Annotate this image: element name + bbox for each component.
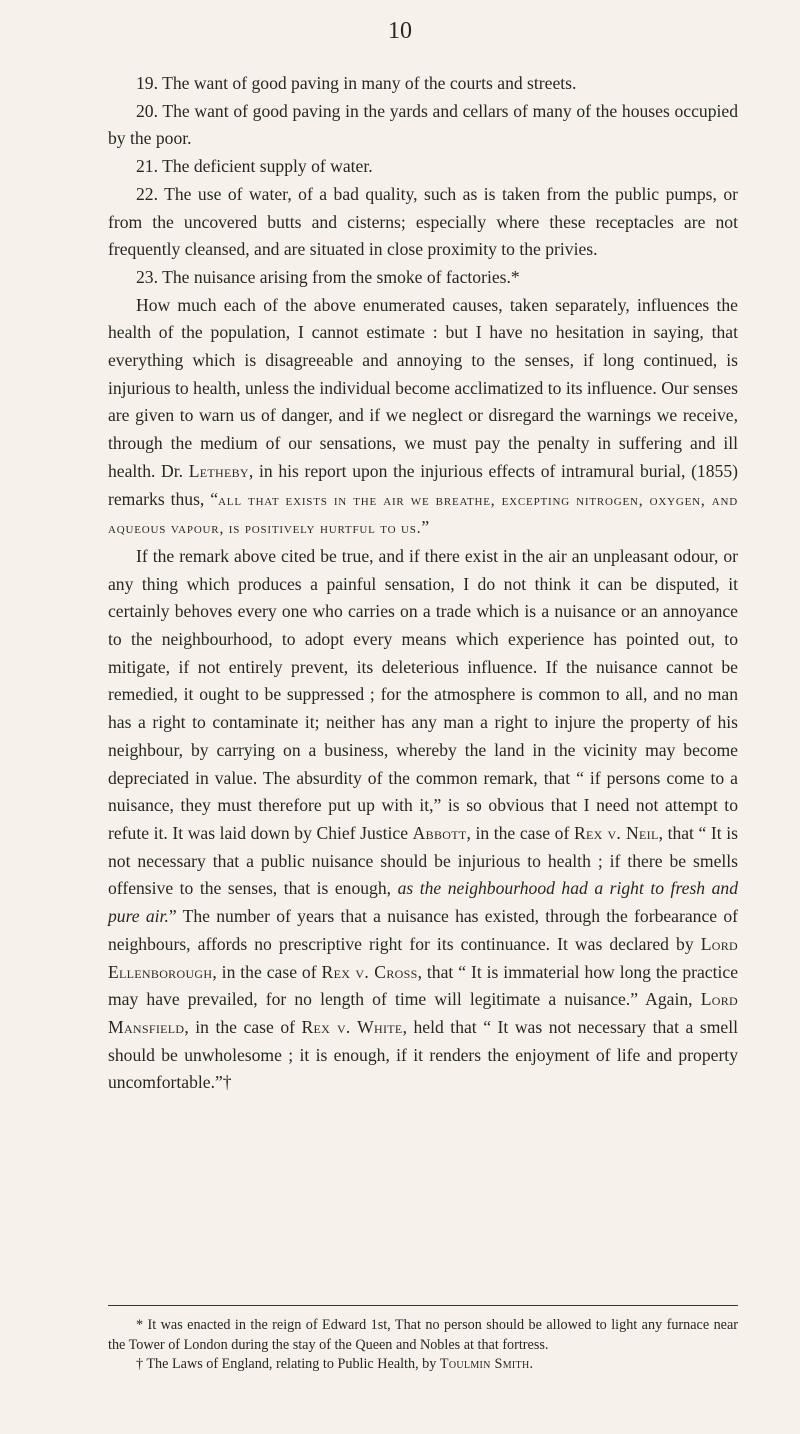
name-letheby: Letheby (188, 460, 249, 481)
paragraph-nuisance-law (108, 543, 738, 1097)
page-number: 10 (388, 18, 412, 44)
case-rex-v-white: Rex v. White (301, 1016, 403, 1037)
footnote-author: Toulmin Smith. (439, 1356, 534, 1373)
name-mansfield: Lord Mansfield (108, 989, 738, 1037)
list-item-20: 20. The want of good paving in the yards and cellars of many of the houses occupied by the poor. (108, 100, 738, 149)
name-ellenborough: Lord Ellenborough (108, 933, 738, 982)
p2-t5: , in the case of (212, 961, 322, 982)
letheby-quote: all that exists in the air we breathe, excepting nitrogen, oxygen, and aqueous vapour, is positively hurtful to us. (108, 491, 738, 538)
footnote-asterisk: * It was enacted in the reign of Edward 1st, That no person should be allowed to light any furnace near the Tower of London during the stay of the Queen and Nobles at that fortress. (108, 1317, 738, 1353)
paragraph1-text2: , in his report upon the injurious effects of intramural burial, (1855) remarks thus, “ (108, 460, 738, 509)
italic-quote: as the neighbourhood had a right to fresh and pure air. (108, 878, 738, 927)
name-abbott: Abbott (412, 822, 467, 843)
footnote-dagger (108, 1355, 738, 1375)
p2-t6: , that “ It is immaterial how long the practice may have prevailed, for no length of time will legitimate a nuisance.” Again, (108, 961, 739, 1010)
list-item-19: 19. The want of good paving in many of the courts and streets. (136, 73, 577, 93)
case-rex-v-cross: Rex v. Cross (321, 961, 418, 982)
p2-t3: , that “ It is not necessary that a public nuisance should be injurious to health ; if there be smells offensive to the senses, that is enough, (108, 822, 738, 899)
case-rex-v-neil: Rex v. Neil (573, 822, 659, 843)
list-item-23: 23. The nuisance arising from the smoke of factories.* (136, 266, 520, 287)
p2-t4: ” The number of years that a nuisance has existed, through the forbearance of neighbours, affords no prescriptive right for its continuance. It was declared by (108, 906, 738, 954)
paragraph1-text: How much each of the above enumerated causes, taken separately, influences the health of the population, I cannot estimate : but I have no hesitation in saying, that everything which is disagreeable and annoying to the senses, if long continued, is injurious to health, unless the individual become acclimatized to its influence. Our senses are given to warn us of danger, and if we neglect or disregard the warnings we receive, through the medium of our sensations, we must pay the penalty in suffering and ill health. Dr. (108, 294, 738, 481)
footnotes (108, 1316, 738, 1375)
p2-t2: , in the case of (466, 822, 574, 843)
paragraph-health-influence (108, 292, 738, 543)
footnote-divider (108, 1305, 738, 1306)
list-item-21: 21. The deficient supply of water. (136, 156, 373, 177)
list-item-22: 22. The use of water, of a bad quality, such as is taken from the public pumps, or from the uncovered butts and cisterns; especially where these receptacles are not frequently cleansed, and are situated in close proximity to the privies. (108, 183, 738, 260)
paragraph1-text3: ” (421, 517, 430, 538)
p2-t8: , held that “ It was not necessary that a smell should be unwholesome ; it is enough, if it renders the enjoyment of life and property uncomfortable.”† (108, 1016, 738, 1093)
body-text (108, 70, 738, 1097)
p2-t7: , in the case of (184, 1016, 302, 1037)
footnote-dagger-text: † The Laws of England, relating to Public Health, by (136, 1356, 440, 1373)
p2-t1: If the remark above cited be true, and if there exist in the air an unpleasant odour, or any thing which produces a painful sensation, I do not think it can be disputed, it certainly behoves every one who carries on a trade which is a nuisance or an annoyance to the neighbourhood, to adopt every means which experience has pointed out, to mitigate, if not entirely prevent, its deleterious influence. If the nuisance cannot be remedied, it ought to be suppressed ; for the atmosphere is common to all, and no man has a right to contaminate it; neither has any man a right to injure the property of his neighbour, by carrying on a business, whereby the land in the vicinity may become depreciated in value. The absurdity of the common remark, that “ if persons come to a nuisance, they must therefore put up with it,” is so obvious that I need not attempt to refute it. It was laid down by Chief Justice (108, 545, 738, 843)
